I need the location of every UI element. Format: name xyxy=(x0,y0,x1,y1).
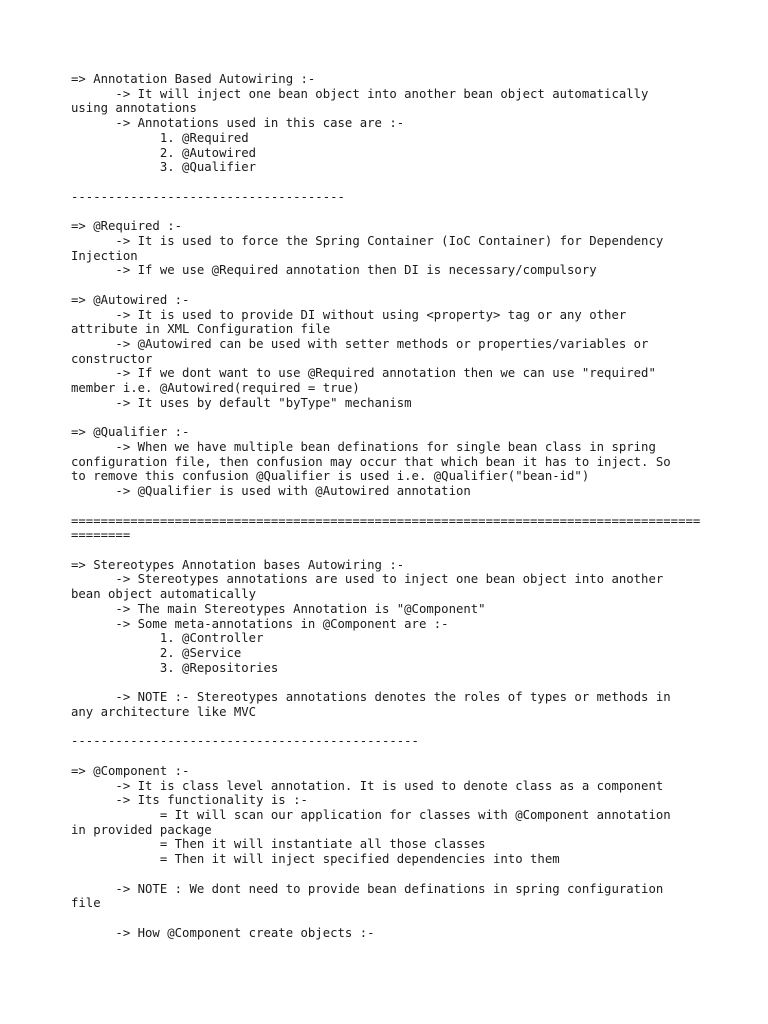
text-line: -> Its functionality is :- xyxy=(71,793,308,808)
text-line xyxy=(71,543,711,558)
text-line: => Stereotypes Annotation bases Autowiring :- xyxy=(71,557,405,572)
text-line xyxy=(71,675,711,690)
text-line: ======== xyxy=(71,528,131,543)
text-line: member i.e. @Autowired(required = true) xyxy=(71,381,360,396)
text-line: => @Required :- xyxy=(71,219,183,234)
text-line: -> It is class level annotation. It is used to denote class as a component xyxy=(71,778,664,793)
text-line: in provided package xyxy=(71,822,212,837)
text-line: ----------------------------------------------- xyxy=(71,734,419,749)
text-line: -> Some meta-annotations in @Component are :- xyxy=(71,616,449,631)
text-line: -> When we have multiple bean definations for single bean class in spring xyxy=(71,439,656,454)
text-line: -> It uses by default "byType" mechanism xyxy=(71,395,412,410)
text-line: -> If we use @Required annotation then DI is necessary/compulsory xyxy=(71,263,597,278)
text-line xyxy=(71,411,711,426)
text-line xyxy=(71,749,711,764)
text-line: => @Autowired :- xyxy=(71,292,190,307)
text-line: = It will scan our application for classes with @Component annotation xyxy=(71,807,671,822)
text-line xyxy=(71,867,711,882)
text-line: -> It will inject one bean object into another bean object automatically xyxy=(71,86,649,101)
text-line: attribute in XML Configuration file xyxy=(71,322,331,337)
text-line: constructor xyxy=(71,351,153,366)
text-line: 3. @Repositories xyxy=(71,660,279,675)
text-line: 2. @Autowired xyxy=(71,145,257,160)
text-line: -> NOTE :- Stereotypes annotations denotes the roles of types or methods in xyxy=(71,690,671,705)
text-line: configuration file, then confusion may occur that which bean it has to inject. So xyxy=(71,454,671,469)
text-line: 2. @Service xyxy=(71,646,242,661)
text-line: -> Annotations used in this case are :- xyxy=(71,116,405,131)
text-line: -> The main Stereotypes Annotation is "@Component" xyxy=(71,601,486,616)
text-line: -> If we dont want to use @Required annotation then we can use "required" xyxy=(71,366,656,381)
text-line xyxy=(71,175,711,190)
text-line: ===================================================================================== xyxy=(71,513,701,528)
text-line xyxy=(71,911,711,926)
text-line: => @Component :- xyxy=(71,763,190,778)
document-text-body xyxy=(71,72,711,940)
text-line: 1. @Controller xyxy=(71,631,264,646)
text-line: bean object automatically xyxy=(71,587,257,602)
text-line: -> @Autowired can be used with setter methods or properties/variables or xyxy=(71,336,649,351)
text-line: to remove this confusion @Qualifier is used i.e. @Qualifier("bean-id") xyxy=(71,469,590,484)
text-line: ------------------------------------- xyxy=(71,189,345,204)
text-line: using annotations xyxy=(71,101,197,116)
text-line: = Then it will instantiate all those classes xyxy=(71,837,486,852)
text-line: -> NOTE : We dont need to provide bean definations in spring configuration xyxy=(71,881,664,896)
text-line xyxy=(71,499,711,514)
text-line: => @Qualifier :- xyxy=(71,425,190,440)
text-line: => Annotation Based Autowiring :- xyxy=(71,72,316,86)
text-line xyxy=(71,278,711,293)
text-line: any architecture like MVC xyxy=(71,704,257,719)
text-line: Injection xyxy=(71,248,138,263)
text-line: -> How @Component create objects :- xyxy=(71,925,375,940)
text-line: 3. @Qualifier xyxy=(71,160,257,175)
text-line: file xyxy=(71,896,101,911)
text-line xyxy=(71,720,711,735)
text-line xyxy=(71,204,711,219)
text-line: -> It is used to provide DI without using <property> tag or any other xyxy=(71,307,627,322)
text-line: 1. @Required xyxy=(71,130,249,145)
text-line: -> It is used to force the Spring Container (IoC Container) for Dependency xyxy=(71,233,664,248)
text-line: -> Stereotypes annotations are used to inject one bean object into another xyxy=(71,572,664,587)
text-line: = Then it will inject specified dependencies into them xyxy=(71,852,560,867)
text-line: -> @Qualifier is used with @Autowired annotation xyxy=(71,484,471,499)
